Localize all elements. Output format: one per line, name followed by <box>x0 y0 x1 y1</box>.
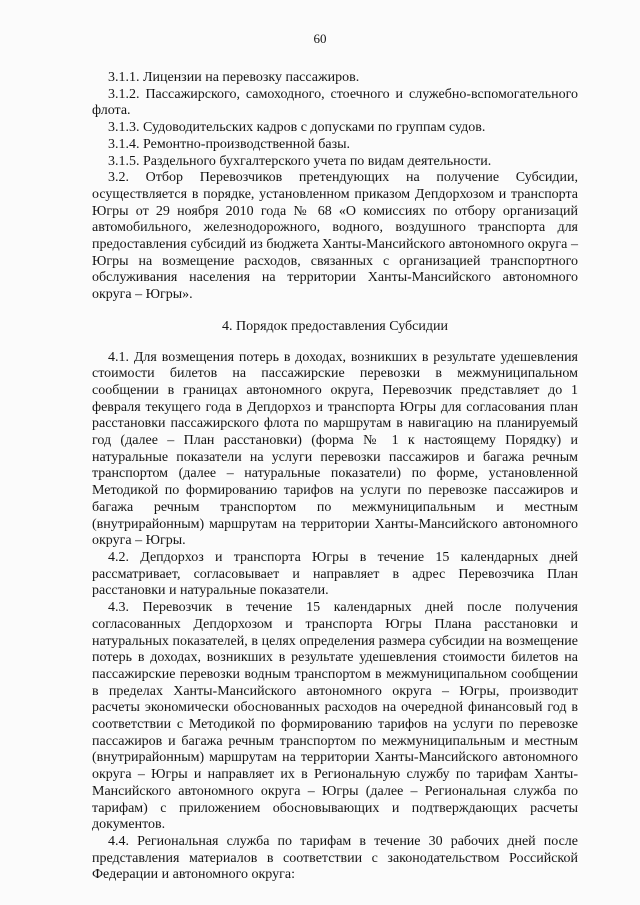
clause-4-3: 4.3. Перевозчик в течение 15 календарных дней после получения согласованных Депдорхозом и транспорта Югры Плана расстановки и натуральных показателей, в целях определения размера субсидии на возмещение потерь в доходах, возникших в результате удешевления стоимости билетов на пассажирские перевозки водным транспортом в межмуниципальном сообщении в пределах Ханты-Мансийского автономного округа – Югры, производит расчеты экономически обоснованных расходов на очередной финансовый год в соответствии с Методикой по формированию тарифов на услуги по перевозке пассажиров и багажа речным транспортом по межмуниципальным и местным (внутрирайонным) маршрутам на территории Ханты-Мансийского автономного округа – Югры и направляет их в Региональную службу по тарифам Ханты-Мансийского автономного округа – Югры (далее – Региональная служба по тарифам) с приложением обосновывающих и подтверждающих расчеты документов. <box>92 600 578 833</box>
clause-4-2: 4.2. Депдорхоз и транспорта Югры в течение 15 календарных дней рассматривает, согласовывает и направляет в адрес Перевозчика План расстановки и натуральные показатели. <box>92 549 578 599</box>
clause-3-2: 3.2. Отбор Перевозчиков претендующих на получение Субсидии, осуществляется в порядке, установленном приказом Депдорхозом и транспорта Югры от 29 ноября 2010 года № 68 «О комиссиях по отбору организаций автомобильного, железнодорожного, водного, воздушного транспорта для предоставления субсидий из бюджета Ханты-Мансийского автономного округа – Югры на возмещение расходов, связанных с организацией транспортного обслуживания населения на территории Ханты-Мансийского автономного округа – Югры». <box>92 170 578 303</box>
page-number: 60 <box>313 31 327 46</box>
clause-4-4: 4.4. Региональная служба по тарифам в течение 30 рабочих дней после представления материалов в соответствии с законодательством Российской Федерации и автономного округа: <box>92 833 578 883</box>
clause-3-1-1: 3.1.1. Лицензии на перевозку пассажиров. <box>108 70 360 85</box>
clause-3-1-4: 3.1.4. Ремонтно-производственной базы. <box>108 136 351 152</box>
section-heading: 4. Порядок предоставления Субсидии <box>222 318 448 334</box>
clause-4-1: 4.1. Для возмещения потерь в доходах, возникших в результате удешевления стоимости билетов на пассажирские перевозки в межмуниципальном сообщении в границах автономного округа, Перевозчик представляет до 1 февраля текущего года в Депдорхоз и транспорта Югры для согласования план расстановки пассажирского флота по маршрутам в навигацию на планируемый год (далее – План расстановки) (форма № 1 к настоящему Порядку) и натуральные показатели на услуги перевозки пассажиров и багажа речным транспортом (далее – натуральные показатели) по форме, установленной Методикой по формированию тарифов на услуги по перевозке пассажиров и багажа речным транспортом по межмуниципальным и местным (внутрирайонным) маршрутам на территории Ханты-Мансийского автономного округа – Югры. <box>92 349 578 549</box>
document-body <box>92 70 578 884</box>
clause-3-1-3: 3.1.3. Судоводительских кадров с допусками по группам судов. <box>108 120 486 136</box>
clause-3-1-2: 3.1.2. Пассажирского, самоходного, стоечного и служебно-вспомогательного флота. <box>92 86 578 119</box>
clause-3-1-5: 3.1.5. Раздельного бухгалтерского учета по видам деятельности. <box>108 153 492 169</box>
